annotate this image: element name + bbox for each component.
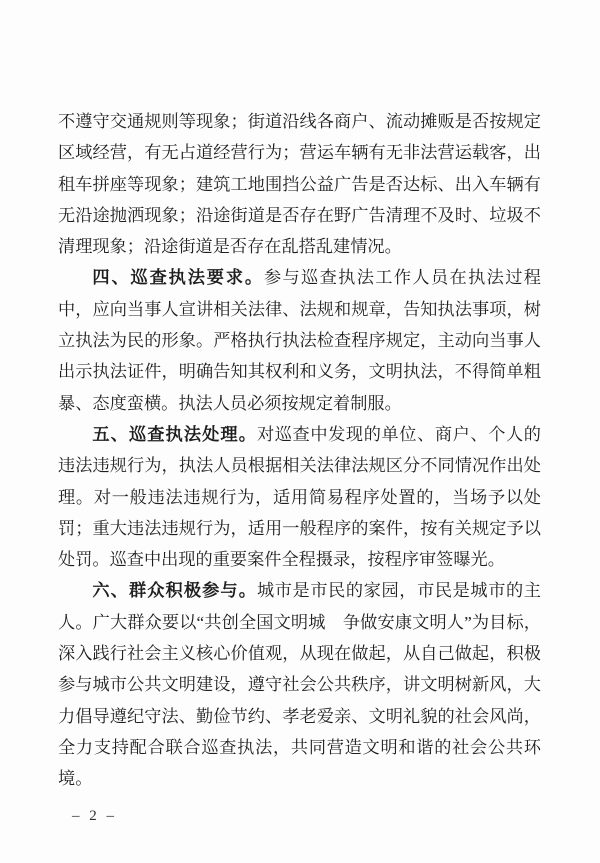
paragraph [58, 106, 541, 262]
paragraph-text: 不遵守交通规则等现象；街道沿线各商户、流动摊贩是否按规定区域经营，有无占道经营行为；营运车辆有无非法营运载客，出租车拼座等现象；建筑工地围挡公益广告是否达标、出入车辆有无沿途抛洒现象；沿途街道是否存在野广告清理不及时、垃圾不清理现象；沿途街道是否存在乱搭乱建情况。 [58, 112, 541, 257]
page-number: – 2 – [72, 808, 117, 824]
paragraph-text: 对巡查中发现的单位、商户、个人的违法违规行为，执法人员根据相关法律法规区分不同情况作出处理。对一般违法违规行为，适用简易程序处置的，当场予以处罚；重大违法违规行为，适用一般程序的案件，按有关规定予以处罚。巡查中出现的重要案件全程摄录，按程序审签曝光。 [58, 424, 541, 570]
paragraph [58, 575, 541, 794]
paragraph-text: 城市是市民的家园，市民是城市的主人。广大群众要以“共创全国文明城 争做安康文明人”为目标，深入践行社会主义核心价值观，从现在做起，从自己做起，积极参与城市公共文明建设，遵守社会公共秩序，讲文明树新风，大力倡导遵纪守法、勤俭节约、孝老爱亲、文明礼貌的社会风尚，全力支持配合联合巡查执法，共同营造文明和谐的社会公共环境。 [58, 581, 541, 789]
document-body [58, 106, 541, 795]
paragraph-heading: 五、巡查执法处理。 [92, 424, 257, 444]
paragraph [58, 262, 541, 418]
paragraph-heading: 六、群众积极参与。 [92, 581, 257, 601]
paragraph [58, 419, 541, 575]
paragraph-heading: 四、巡查执法要求。 [92, 268, 264, 288]
paragraph-text: 参与巡查执法工作人员在执法过程中，应向当事人宣讲相关法律、法规和规章，告知执法事项，树立执法为民的形象。严格执行执法检查程序规定，主动向当事人出示执法证件，明确告知其权利和义务，文明执法，不得简单粗暴、态度蛮横。执法人员必须按规定着制服。 [58, 268, 541, 413]
